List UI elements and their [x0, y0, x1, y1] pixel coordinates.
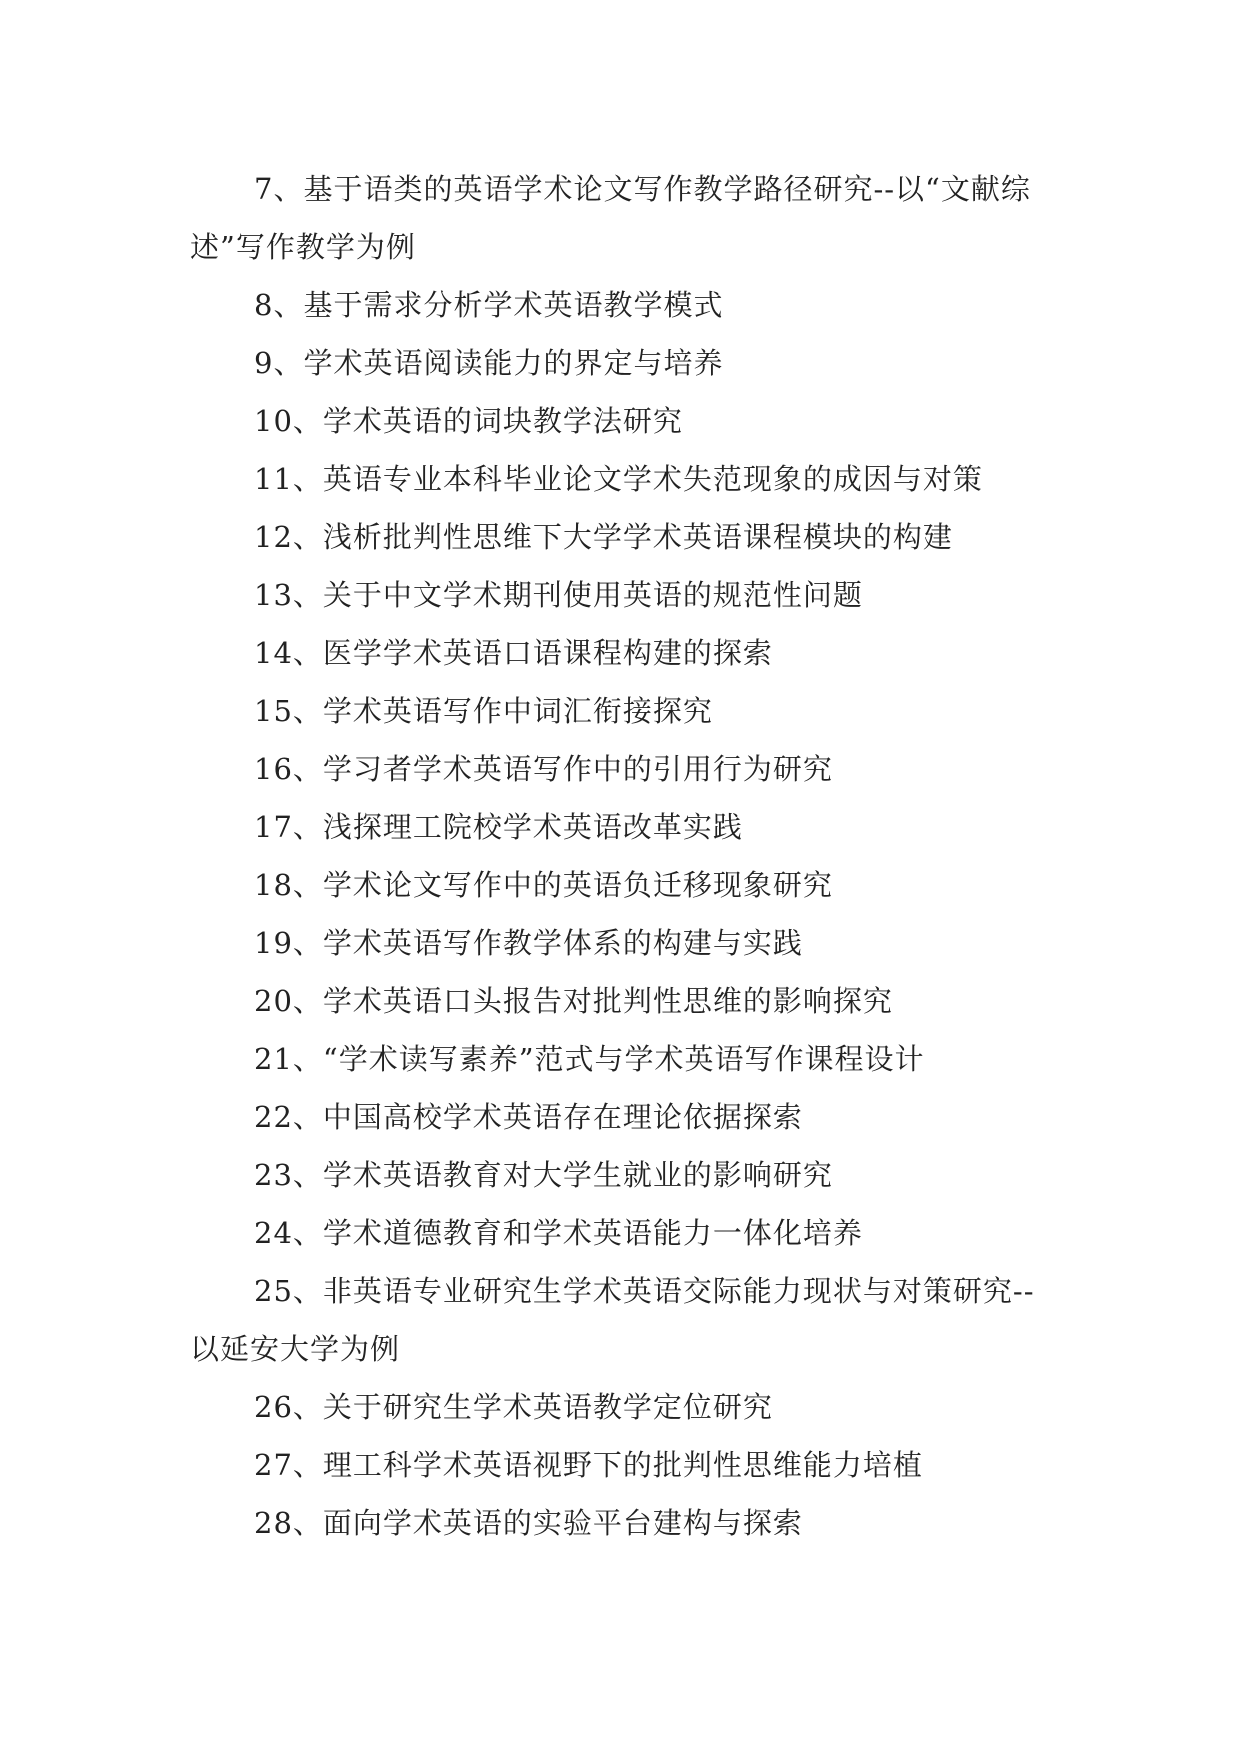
- list-item: 14、医学学术英语口语课程构建的探索: [254, 636, 773, 670]
- list-item: 22、中国高校学术英语存在理论依据探索: [254, 1100, 803, 1134]
- list-item: 9、学术英语阅读能力的界定与培养: [254, 346, 724, 380]
- list-item: 20、学术英语口头报告对批判性思维的影响探究: [254, 984, 893, 1018]
- list-item: 7、基于语类的英语学术论文写作教学路径研究--以“文献综述”写作教学为例: [190, 172, 1031, 264]
- list-item: 24、学术道德教育和学术英语能力一体化培养: [254, 1216, 863, 1250]
- list-item: 12、浅析批判性思维下大学学术英语课程模块的构建: [254, 520, 953, 554]
- list-item: 10、学术英语的词块教学法研究: [254, 404, 683, 438]
- list-item: 16、学习者学术英语写作中的引用行为研究: [254, 752, 833, 786]
- list-item: 25、非英语专业研究生学术英语交际能力现状与对策研究--以延安大学为例: [190, 1274, 1035, 1366]
- list-item: 17、浅探理工院校学术英语改革实践: [254, 810, 743, 844]
- list-item: 23、学术英语教育对大学生就业的影响研究: [254, 1158, 833, 1192]
- list-item: 8、基于需求分析学术英语教学模式: [254, 288, 724, 322]
- list-item: 27、理工科学术英语视野下的批判性思维能力培植: [254, 1448, 923, 1482]
- list-item: 15、学术英语写作中词汇衔接探究: [254, 694, 713, 728]
- list-item: 19、学术英语写作教学体系的构建与实践: [254, 926, 803, 960]
- list-item: 28、面向学术英语的实验平台建构与探索: [254, 1506, 803, 1540]
- list-item: 21、“学术读写素养”范式与学术英语写作课程设计: [254, 1042, 925, 1076]
- topic-list: [190, 160, 1050, 1552]
- list-item: 26、关于研究生学术英语教学定位研究: [254, 1390, 773, 1424]
- list-item: 18、学术论文写作中的英语负迁移现象研究: [254, 868, 833, 902]
- list-item: 11、英语专业本科毕业论文学术失范现象的成因与对策: [254, 462, 983, 496]
- list-item: 13、关于中文学术期刊使用英语的规范性问题: [254, 578, 863, 612]
